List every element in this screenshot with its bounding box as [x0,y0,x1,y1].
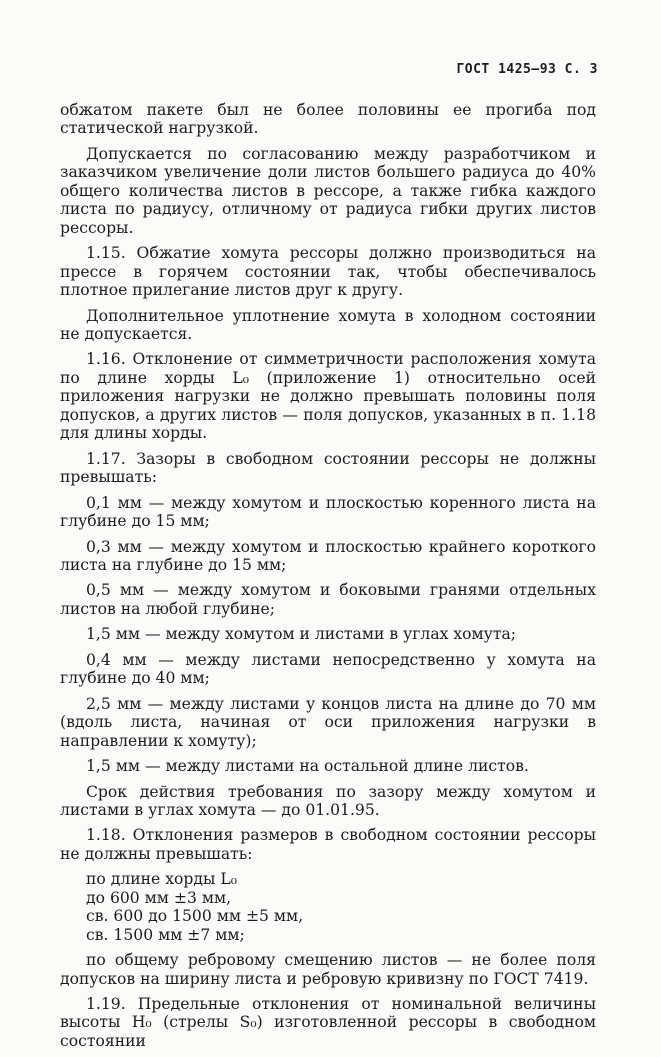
paragraph: 1,5 мм — между листами на остальной длине листов. [86,757,529,776]
tolerance-line: по длине хорды L₀ [86,870,237,889]
paragraph: 1,5 мм — между хомутом и листами в углах хомута; [86,625,517,644]
paragraph: 0,1 мм — между хомутом и плоскостью коренного листа на глубине до 15 мм; [60,493,596,531]
paragraph: Срок действия требования по зазору между хомутом и листами в углах хомута — до 01.01.95. [60,782,596,819]
paragraph: 0,4 мм — между листами непосредственно у хомута на глубине до 40 мм; [60,650,596,688]
paragraph: 1.18. Отклонения размеров в свободном состоянии рессоры не должны превышать: [60,826,596,863]
paragraph: 1.15. Обжатие хомута рессоры должно производиться на прессе в горячем состоянии так, чтобы обеспечивалось плотное прилегание листов друг к другу. [60,244,596,300]
paragraph: Дополнительное уплотнение хомута в холодном состоянии не допускается. [60,306,596,343]
paragraph: по общему ребровому смещению листов — не более поля допусков на ширину листа и ребровую кривизну по ГОСТ 7419. [60,951,596,988]
paragraph: 0,5 мм — между хомутом и боковыми гранями отдельных листов на любой глубине; [60,581,596,618]
paragraph: обжатом пакете был не более половины ее прогиба под статической нагрузкой. [60,101,596,138]
paragraph: 1.16. Отклонение от симметричности расположения хомута по длине хорды L₀ (приложение 1) относительно осей приложения нагрузки не должно превышать половины поля допусков, а других листов — поля допусков, указанных в п. 1.18 для длины хорды. [60,350,596,443]
page-header: ГОСТ 1425—93 С. 3 [456,62,598,77]
tolerance-line: св. 1500 мм ±7 мм; [86,925,245,944]
paragraph: 1.17. Зазоры в свободном состоянии рессоры не должны превышать: [60,449,596,487]
paragraph: 0,3 мм — между хомутом и плоскостью крайнего короткого листа на глубине до 15 мм; [60,537,596,574]
paragraph: 2,5 мм — между листами у концов листа на длине до 70 мм (вдоль листа, начиная от оси приложения нагрузки в направлении к хомуту); [60,694,596,750]
document-body [60,101,596,1057]
paragraph: Допускается по согласованию между разработчиком и заказчиком увеличение доли листов большего радиуса до 40% общего количества листов в рессоре, а также гибка каждого листа по радиусу, отличному от радиуса гибки других листов рессоры. [60,144,596,237]
paragraph: 1.19. Предельные отклонения от номинальной величины высоты H₀ (стрелы S₀) изготовленной рессоры в свободном состоянии [60,995,596,1050]
tolerance-line: св. 600 до 1500 мм ±5 мм, [86,907,304,926]
tolerance-line: до 600 мм ±3 мм, [86,888,232,907]
